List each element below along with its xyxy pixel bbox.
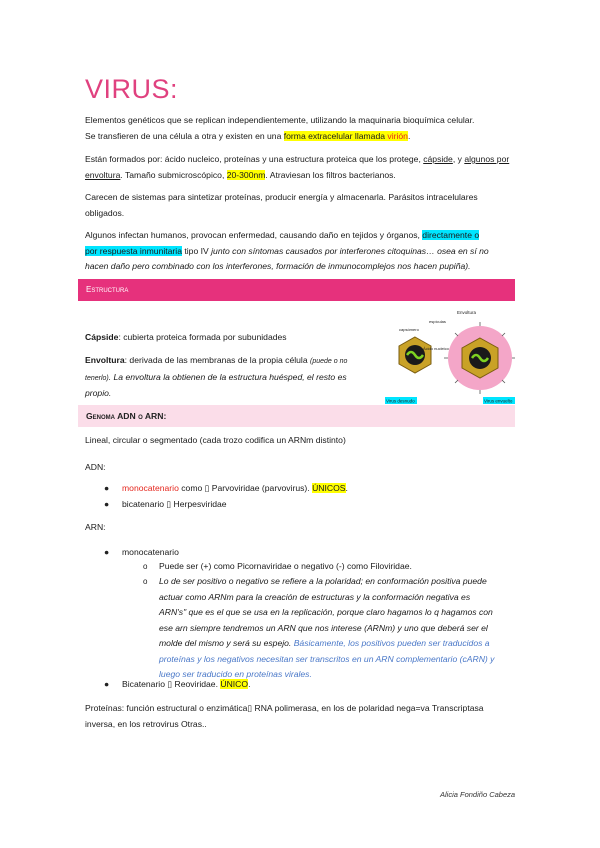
virus-structure-figure <box>385 305 515 405</box>
arn-bi-item: Bicatenario ▯ Reoviridae. ÚNICO. <box>122 679 251 689</box>
caption-naked-virus: Virus desnudo <box>386 398 415 404</box>
arn-mono-item: monocatenario <box>122 547 179 557</box>
capside-paragraph: Cápside: cubierta proteica formada por subunidades <box>85 332 287 342</box>
label-acido-nucleico: Ácido nucleico <box>423 346 449 351</box>
adn-item-2: bicatenario ▯ Herpesviridae <box>122 499 227 509</box>
arn-sub-2: Lo de ser positivo o negativo se refiere a la polaridad; en conformación positiva puede actuar como ARNm para la creación de estructuras y la conformación negativa es ARN's" que es el que se usa en la replicación, porque claro hagamos lo q hagamos con ese arn siempre tendremos un ARN que nos interese (ARNm) y uno que deberá ser el molde del mismo y será su espejo. Básicamente, los positivos pueden ser traducidos a proteínas y los negativos necesitan ser transcritos en un ARN complementario (cARN) y luego ser traducido en proteínas virales. <box>159 576 495 679</box>
intro-paragraph <box>85 113 517 144</box>
proteins-paragraph: Proteínas: función estructural o enzimática▯ RNA polimerasa, en los de polaridad nega=va Transcriptasa inversa, en los retrovirus Otras.. <box>85 703 484 729</box>
label-envoltura: Envoltura <box>457 310 477 315</box>
author-footer: Alicia Fondiño Cabeza <box>440 790 516 799</box>
sub-bullet-o: o <box>143 562 148 571</box>
intro-line-2: Se transfieren de una célula a otra y existen en una forma extracelular llamada virión. <box>85 130 411 141</box>
lack-paragraph: Carecen de sistemas para sintetizar proteínas, producir energía y almacenarla. Parásitos intracelulares obligados. <box>85 192 478 218</box>
arn-label: ARN: <box>85 522 106 532</box>
arn-sub-1: Puede ser (+) como Picornaviridae o negativo (-) como Filoviridae. <box>159 561 412 571</box>
section-header-genoma: Genoma ADN o ARN: <box>78 405 515 427</box>
envelope-paragraph: Envoltura: derivada de las membranas de la propia célula (puede o no tenerlo). La envoltura la obtienen de la estructura huésped, el resto es propio. <box>85 355 348 398</box>
section-header-estructura: Estructura <box>78 279 515 301</box>
caption-enveloped-virus: Virus envuelto <box>484 398 513 404</box>
bullet-dot: ● <box>104 547 110 557</box>
bullet-dot: ● <box>104 499 110 509</box>
label-capsomero: capsómero <box>399 327 419 332</box>
sub-bullet-o: o <box>143 577 148 586</box>
infect-paragraph: Algunos infectan humanos, provocan enfermedad, causando daño en tejidos y órganos, directamente o por respuesta inmunitaria tipo IV junto con síntomas causados por interferones citoquinas… osea en sí no hacen daño pero combinado con los interferones, formación de inmunocomplejos nos hacen pupiña). <box>85 230 489 271</box>
bullet-dot: ● <box>104 679 110 689</box>
adn-label: ADN: <box>85 462 106 472</box>
adn-item-1: monocatenario como ▯ Parvoviridae (parvovirus). ÚNICOS. <box>122 483 348 493</box>
intro-line-1: Elementos genéticos que se replican independientemente, utilizando la maquinaria bioquímica celular. <box>85 115 475 125</box>
bullet-dot: ● <box>104 483 110 493</box>
lineal-paragraph: Lineal, circular o segmentado (cada trozo codifica un ARNm distinto) <box>85 435 346 445</box>
formed-paragraph: Están formados por: ácido nucleico, proteínas y una estructura proteica que los protege, cápside, y algunos por envoltura. Tamaño submicroscópico, 20-300nm. Atraviesan los filtros bacterianos. <box>85 154 510 180</box>
page-title: VIRUS: <box>85 74 179 104</box>
label-espiculas: espículas <box>429 319 446 324</box>
